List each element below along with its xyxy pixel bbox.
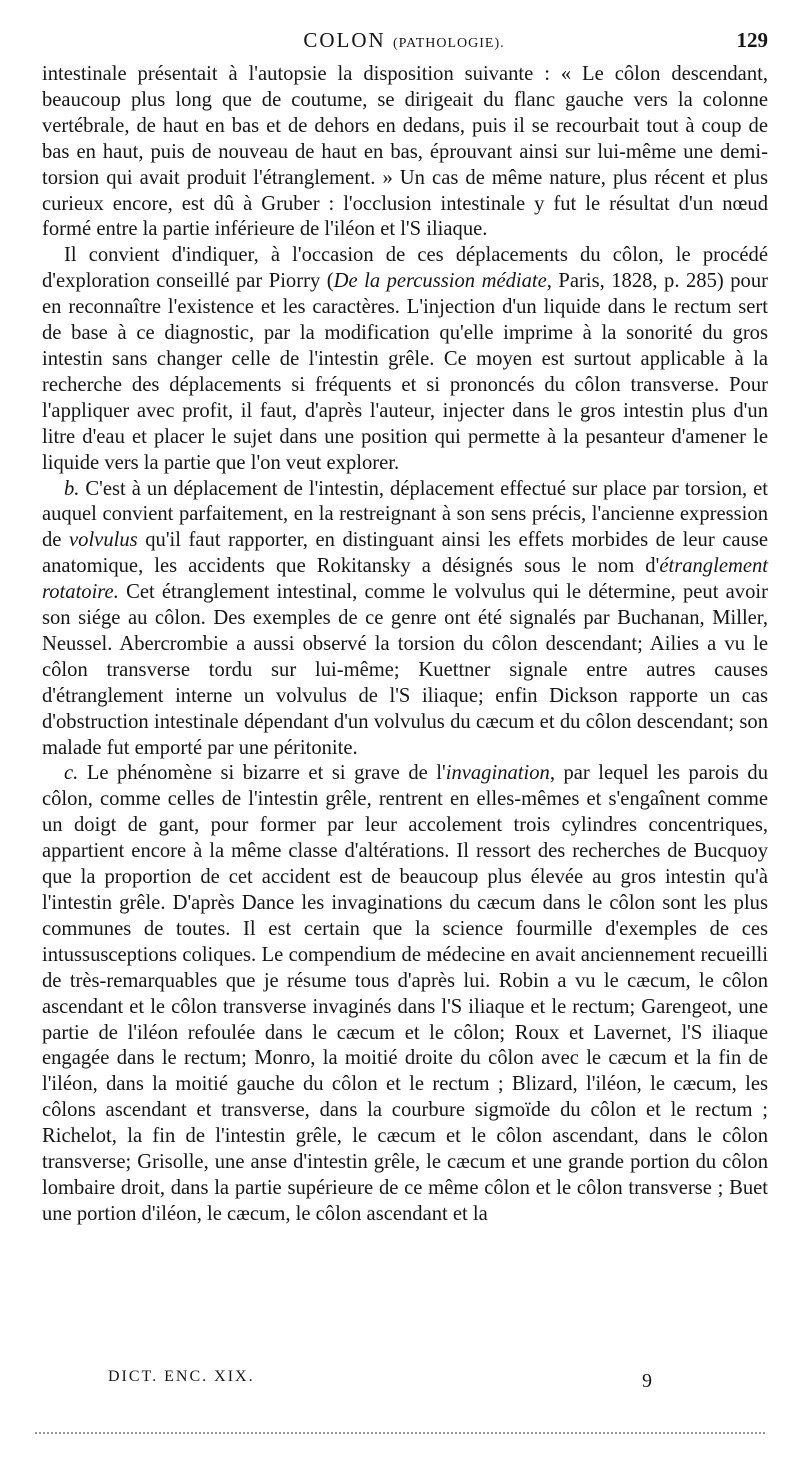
header-subtitle: (PATHOLOGIE). (392, 36, 505, 51)
paragraph (42, 243, 768, 476)
italic-run: volvulus (69, 529, 138, 552)
paragraph (42, 62, 768, 243)
text-run: intestinale présentait à l'autopsie la disposition suivante : « Le côlon descendant, beaucoup plus long que de coutume, se dirigeait du flanc gauche vers la colonne vertébrale, de haut en bas et de dehors en dedans, puis il se recourbait tout à coup de bas en haut, puis de nouveau de haut en bas, éprouvant ainsi sur lui-même une demi-torsion qui avait produit l'étranglement. » Un cas de même nature, plus récent et plus curieux encore, est dû à Gruber : l'occlusion intestinale y fut le résultat d'un nœud formé entre la partie inférieure de l'iléon et l'S iliaque. (42, 63, 768, 241)
page-number: 129 (736, 28, 768, 52)
text-run: , Paris, 1828, p. 285) pour en reconnaître l'existence et les caractères. L'injection d'un liquide dans le rectum sert de base à ce diagnostic, par la modification qu'elle imprime à la sonorité du gros intestin sans changer celle de l'intestin grêle. Ce moyen est surtout applicable à la recherche des déplacements si fréquents et si prononcés du côlon transverse. Pour l'appliquer avec profit, il faut, d'après l'auteur, injecter dans le gros intestin plus d'un litre d'eau et placer le sujet dans une position qui permette à la pesanteur d'amener le liquide vers la partie que l'on veut explorer. (42, 270, 768, 474)
italic-run: c. (64, 762, 79, 785)
text-run: C'est à un déplacement de l'intestin, déplacement effectué sur place par torsion, et auquel convient parfaitement, en la restreignant à son sens précis, l'ancienne expression de (42, 477, 768, 552)
text-run: Cet étranglement intestinal, comme le volvulus qui le détermine, peut avoir son siége au côlon. Des exemples de ce genre ont été signalés par Buchanan, Miller, Neussel. Abercrombie a aussi observé la torsion du côlon descendant; Ailies a vu le côlon transverse tordu sur lui-même; Kuettner signale entre autres causes d'étranglement interne un volvulus de l'S iliaque; enfin Dickson rapporte un cas d'obstruction intestinale dépendant d'un volvulus du cæcum et du côlon descendant; son malade fut emporté par une péritonite. (42, 581, 768, 759)
signature-mark: DICT. ENC. XIX. (108, 1368, 255, 1385)
italic-run: De la percussion médiate (333, 270, 547, 293)
text-run: qu'il faut rapporter, en distinguant ainsi les effets morbides de leur cause anatomique, les accidents que Rokitansky a désignés sous le nom d' (42, 529, 768, 578)
header-title: COLON (303, 28, 386, 52)
paragraph (42, 477, 768, 762)
italic-run: étranglement rotatoire. (42, 555, 768, 604)
italic-run: invagination (445, 762, 550, 785)
bottom-dotted-rule (35, 1432, 765, 1438)
italic-run: b. (64, 477, 80, 500)
running-title (40, 28, 768, 53)
page-footer (108, 1368, 708, 1398)
running-header (40, 26, 768, 58)
text-run: Le phénomène si bizarre et si grave de l' (78, 762, 446, 785)
text-run: Il convient d'indiquer, à l'occasion de ces déplacements du côlon, le procédé d'exploration conseillé par Piorry ( (42, 244, 768, 293)
sheet-number: 9 (642, 1370, 652, 1392)
paragraph (42, 761, 768, 1227)
text-body (42, 62, 768, 1228)
text-run: , par lequel les parois du côlon, comme celles de l'intestin grêle, rentrent en elles-mêmes et s'engaînent comme un doigt de gant, pour former par leur accolement trois cylindres concentriques, appartient encore à la même classe d'altérations. Il ressort des recherches de Bucquoy que la proportion de cet accident est de beaucoup plus élevée au gros intestin qu'à l'intestin grêle. D'après Dance les invaginations du cæcum dans le côlon sont les plus communes de toutes. Il est certain que la science fourmille d'exemples de ces intussusceptions coliques. Le compendium de médecine en avait anciennement recueilli de très-remarquables que je résume tous d'après lui. Robin a vu le cæcum, le côlon ascendant et le côlon transverse invaginés dans l'S iliaque et le rectum; Garengeot, une partie de l'iléon refoulée dans le cæcum et le côlon; Roux et Lavernet, l'S iliaque engagée dans le rectum; Monro, la moitié droite du côlon avec le cæcum et la fin de l'iléon, dans la moitié gauche du côlon et le rectum ; Blizard, l'iléon, le cæcum, les côlons ascendant et transverse, dans la courbure sigmoïde du côlon et le rectum ; Richelot, la fin de l'intestin grêle, le cæcum et le côlon ascendant, dans le côlon transverse; Grisolle, une anse d'intestin grêle, le cæcum et une grande portion du côlon lombaire droit, dans la partie supérieure de ce même côlon et le côlon transverse ; Buet une portion d'iléon, le cæcum, le côlon ascendant et la (42, 762, 768, 1225)
